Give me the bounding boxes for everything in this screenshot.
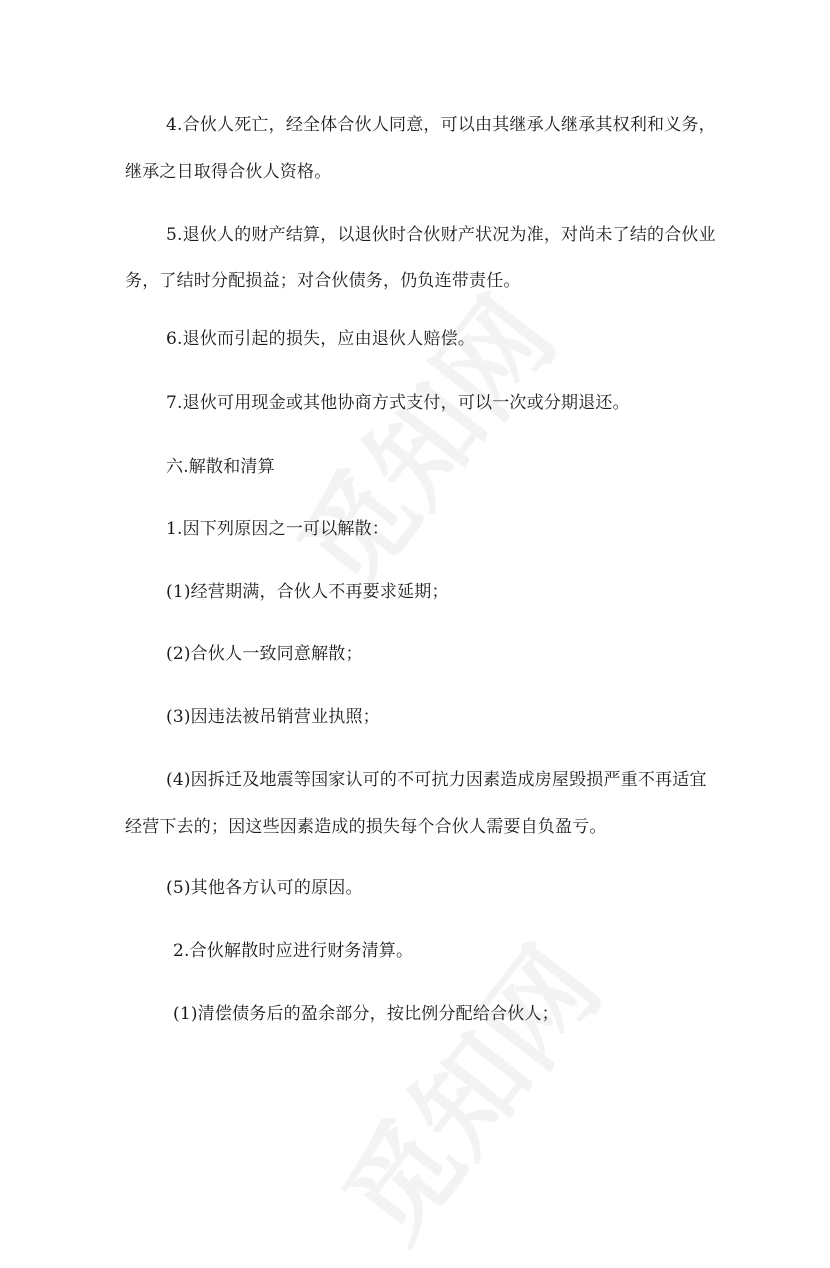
watermark	[256, 260, 584, 617]
list-item: (5)其他各方认可的原因。	[166, 878, 363, 898]
paragraph-line: 6.退伙而引起的损失，应由退伙人赔偿。	[166, 329, 476, 349]
list-item: 经营下去的；因这些因素造成的损失每个合伙人需要自负盈亏。	[125, 817, 607, 837]
list-item: (4)因拆迁及地震等国家认可的不可抗力因素造成房屋毁损严重不再适宜	[166, 770, 707, 790]
paragraph-line: 5.退伙人的财产结算，以退伙时合伙财产状况为准，对尚未了结的合伙业	[166, 225, 716, 245]
section-heading: 六.解散和清算	[166, 457, 275, 477]
paragraph-line: 2.合伙解散时应进行财务清算。	[173, 941, 414, 961]
paragraph-line: 务，了结时分配损益；对合伙债务，仍负连带责任。	[125, 271, 521, 291]
paragraph-line: 继承之日取得合伙人资格。	[125, 162, 332, 182]
paragraph-line: 4.合伙人死亡，经全体合伙人同意，可以由其继承人继承其权利和义务，	[166, 115, 716, 135]
list-item: (1)清偿债务后的盈余部分，按比例分配给合伙人；	[173, 1004, 559, 1024]
list-item: (1)经营期满，合伙人不再要求延期；	[166, 582, 449, 602]
list-item: (2)合伙人一致同意解散；	[166, 644, 363, 664]
watermark	[301, 910, 629, 1267]
paragraph-line: 1.因下列原因之一可以解散：	[166, 519, 390, 539]
paragraph-line: 7.退伙可用现金或其他协商方式支付，可以一次或分期退还。	[166, 393, 630, 413]
list-item: (3)因违法被吊销营业执照；	[166, 707, 380, 727]
